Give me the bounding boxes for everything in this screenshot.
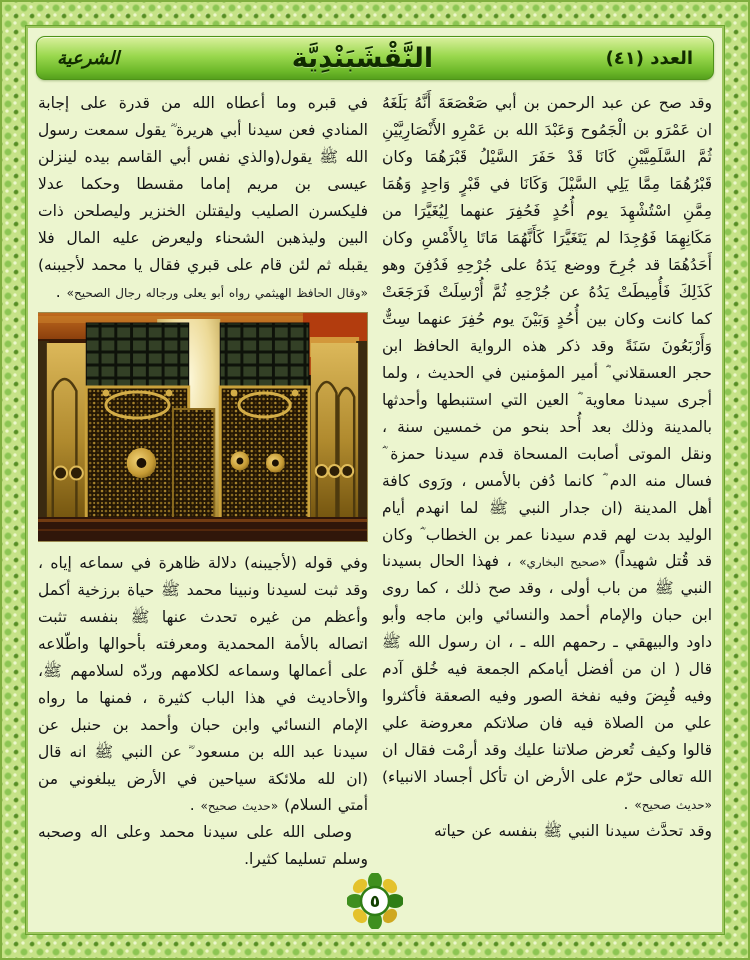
source-citation: «حديث صحيح» [200,799,279,814]
golden-doors-illustration [38,312,368,542]
paragraph [38,819,368,873]
section-label: الشرعية [57,47,120,69]
left-column-text-top [38,90,368,306]
paragraph [382,818,712,845]
body-text: وقد صح عن عبد الرحمن بن أبي صَعْصَعَةَ أَنَّهُ بَلَغَهُ ان عَمْرَو بن الْجَمُوح وَعَبْدَ الله بن عَمْرِو الأَنْصَارِيَّيْنِ ثُمَّ السَّلَمِيَّيْنِ كَانَا قَدْ حَفَرَ السَّيْلُ قَبْرَهُمَا وكان قَبْرُهُمَا مِمَّا يَلِي السَّيْلَ وَكَانَا في قَبْرٍ وَاحِدٍ وَهُمَا مِمَّنِ اسْتُشْهِدَ يوم أُحُدٍ فَحُفِرَ عنهما لِيُغَيَّرَا من مَكَانِهِمَا فَوُجِدَا لم يَتَغَيَّرَا كَأَنَّهُمَا مَاتَا بِالأَمْسِ وكان أَحَدُهُمَا قد جُرِحَ ووضع يَدَهُ على جُرْحِهِ فَدُفِنَ وهو كَذَلِكَ فَأُمِيطَتْ يَدُهُ عن جُرْحِهِ ثُمَّ أُرْسِلَتْ فَرَجَعَتْ كما كانت وكان بين أُحُدٍ وَبَيْنَ يوم حُفِرَ عنهما سِتٌّ وَأَرْبَعُونَ سَنَةً وقد ذكر هذه الرواية الحافظ ابن حجر العسقلاني ؓ أمير المؤمنين في الحديث ، ولما أجرى سيدنا معاوية ؓ العين التي استنبطها وأحدثها بالمدينة وذلك بعد أُحد بنحو من خمسين سنة ، ونقل الموتى أصابت المسحاة قدم سيدنا حمزة ؓ فسال منه الدم ؓ كانما دُفن بالأمس ، ورَوى كافة أهل المدينة (ان جدار النبي ﷺ لما انهدم أيام الوليد بدت لهم قدم سيدنا عمر بن الخطاب ؓ وكان قد قُتل شهيداً) [382,94,712,571]
body-text: وقد تحدَّث سيدنا النبي ﷺ بنفسه عن حياته [433,822,712,841]
page-number: ٥ [369,892,381,912]
source-citation: «حديث صحيح» [634,798,712,813]
article-body [28,86,722,932]
body-text: في قبره وما أعطاه الله من قدرة على إجابة المنادي فعن سيدنا أبي هريرة ؓ يقول سمعت رسول الله ﷺ يقول(والذي نفس أبي القاسم بيده لينزلن عيسى بن مريم إماما مقسطا وحكما عدلا فليكسرن الصليب وليقتلن الخنزير وليصلحن ذات البين وليذهبن الشحناء وليعرض عليه المال فلا يقبله ثم لئن قام على قبري فقال يا محمد لأجيبنه) [38,94,368,274]
page-inner-panel [26,26,724,934]
page-header [36,36,714,80]
body-text: وصلى الله على سيدنا محمد وعلى اله وصحبه وسلم تسليما كثيرا. [38,823,368,869]
right-column [382,90,712,932]
body-text: . [189,796,201,815]
body-text: ، فهذا الحال بسيدنا النبي ﷺ من باب أولى ، وقد صح ذلك ، كما روى ابن حبان والإمام أحمد والنسائي وابن ماجه وأبو داود والبيهقي ـ رحمهم الله ـ ، ان رسول الله ﷺ قال ( ان من أفضل أيامكم الجمعة فيه خُلق آدم وفيه قُبِضَ وفيه نفخة الصور وفيه الصعقة فأكثروا علي من الصلاة فيه فان صلاتكم معروضة علي قالوا وكيف تُعرض صلاتنا عليك وقد أرمْت فقال ان الله تعالى حرّم على الأرض ان تأكل أجساد الانبياء) [382,552,712,787]
magazine-title: النَّقْشَبَنْدِيَّة [291,42,434,74]
issue-number-label: العدد (٤١) [605,47,693,69]
left-column-text-bottom [38,550,368,874]
body-text: . [623,795,635,814]
flower-ornament-icon [347,873,403,929]
left-column [38,90,368,932]
paragraph [38,90,368,306]
source-citation: «وقال الحافظ الهيثمي رواه أبو يعلى ورجاله رجال الصحيح» [66,285,368,300]
body-text: وفي قوله (لأجيبنه) دلالة ظاهرة في سماعه إياه ، وقد ثبت لسيدنا ونبينا محمد ﷺ حياة برزخية أكمل وأعظم من غيره تحدث عنها ﷺ بنفسه تثبت اتصاله بالأمة المحمدية ومعرفته بأحوالها واطّلاعه على أعمالها وسماعه لكلامهم وردّه لسلامهم ﷺ، والأحاديث في هذا الباب كثيرة ، فمنها ما رواه الإمام النسائي وابن حبان وأحمد بن حنبل عن سيدنا عبد الله بن مسعود ؓ عن النبي ﷺ انه قال (ان لله ملائكة سياحين في الأرض يبلغوني من أمتي السلام) [38,553,368,815]
body-text: . [55,282,67,301]
page-number-ornament [347,873,403,929]
right-column-text [382,90,712,845]
paragraph [38,550,368,820]
golden-doors-photo [38,312,368,542]
source-citation: «صحيح البخاري» [519,555,607,570]
paragraph [382,90,712,818]
